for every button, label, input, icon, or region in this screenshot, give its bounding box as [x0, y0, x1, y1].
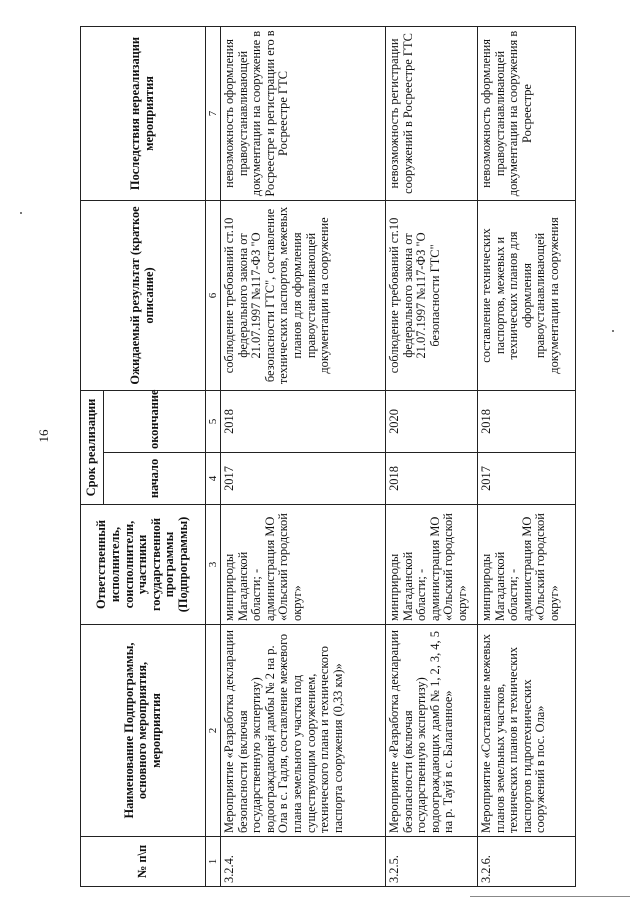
row-start: 2018	[386, 453, 478, 505]
rotated-table-container	[80, 27, 622, 887]
row-result: составление технических паспортов, межевых и технических планов для оформления правоустанавливающей документации на сооружения	[478, 201, 576, 391]
row-end: 2020	[386, 391, 478, 453]
row-consequences: невозможность оформления правоустанавливающей документации на сооружения в Росреестре	[478, 27, 576, 201]
row-end: 2018	[221, 391, 386, 453]
column-number: 3	[206, 505, 221, 625]
table-row	[221, 27, 386, 887]
header-name: Наименование Подпрограммы, основного мероприятия, мероприятия	[81, 625, 206, 837]
row-responsible: минприроды Магаданской области; - администрация МО «Ольский городской округ»	[478, 505, 576, 625]
row-name: Мероприятие «Разработка декларации безопасности (включая государственную экспертизу) водоограждающей дамбы № 2 на р. Ола в с. Гадля, составление межевого плана земельного участка под существующим сооружением, технического плана и технического паспорта сооружения (0,33 км)»	[221, 625, 386, 837]
header-start: начало	[104, 453, 206, 505]
scan-edge-line	[470, 896, 630, 897]
row-start: 2017	[478, 453, 576, 505]
row-responsible: минприроды Магаданской области; - администрация МО «Ольский городской округ»	[386, 505, 478, 625]
column-number: 7	[206, 27, 221, 201]
header-row	[81, 27, 104, 887]
header-consequences: Последствия нереализации мероприятия	[81, 27, 206, 201]
row-num: 3.2.4.	[221, 837, 386, 887]
program-measures-table	[80, 26, 576, 887]
row-responsible: минприроды Магаданской области; - администрация МО «Ольский городской округ»	[221, 505, 386, 625]
header-result: Ожидаемый результат (краткое описание)	[81, 201, 206, 391]
header-num: № п\п	[81, 837, 206, 887]
column-number: 4	[206, 453, 221, 505]
scan-speck	[20, 212, 22, 214]
row-start: 2017	[221, 453, 386, 505]
row-result: соблюдение требований ст.10 федерального закона от 21.07.1997 №117-ФЗ "О безопасности ГТС", составление технических паспортов, межевых планов для оформления правоустанавливающей документации на сооружение	[221, 201, 386, 391]
row-consequences: невозможность регистрации сооружений в Росреестре ГТС	[386, 27, 478, 201]
table-row	[478, 27, 576, 887]
column-number-row	[206, 27, 221, 887]
row-name: Мероприятие «Составление межевых планов земельных участков, технических планов и технических паспортов гидротехнических сооружений в пос. Ола»	[478, 625, 576, 837]
row-consequences: невозможность оформления правоустанавливающей документации на сооружение в Росреестре и регистрации его в Росреестре ГТС	[221, 27, 386, 201]
column-number: 2	[206, 625, 221, 837]
column-number: 6	[206, 201, 221, 391]
row-name: Мероприятие «Разработка декларации безопасности (включая государственную экспертизу) водоограждающих дамб № 1, 2, 3, 4, 5 на р. Тауй в с. Балаганное»	[386, 625, 478, 837]
header-period: Срок реализации	[81, 391, 104, 505]
header-responsible: Ответственный исполнитель, соисполнители, участники государственной программы (Подпрограммы)	[81, 505, 206, 625]
row-num: 3.2.6.	[478, 837, 576, 887]
scan-speck	[612, 330, 614, 332]
row-num: 3.2.5.	[386, 837, 478, 887]
table-row	[386, 27, 478, 887]
row-result: соблюдение требований ст.10 федерального закона от 21.07.1997 №117-ФЗ "О безопасности ГТС"	[386, 201, 478, 391]
column-number: 1	[206, 837, 221, 887]
column-number: 5	[206, 391, 221, 453]
row-end: 2018	[478, 391, 576, 453]
page-number: 16	[36, 429, 51, 443]
header-end: окончание	[104, 391, 206, 453]
